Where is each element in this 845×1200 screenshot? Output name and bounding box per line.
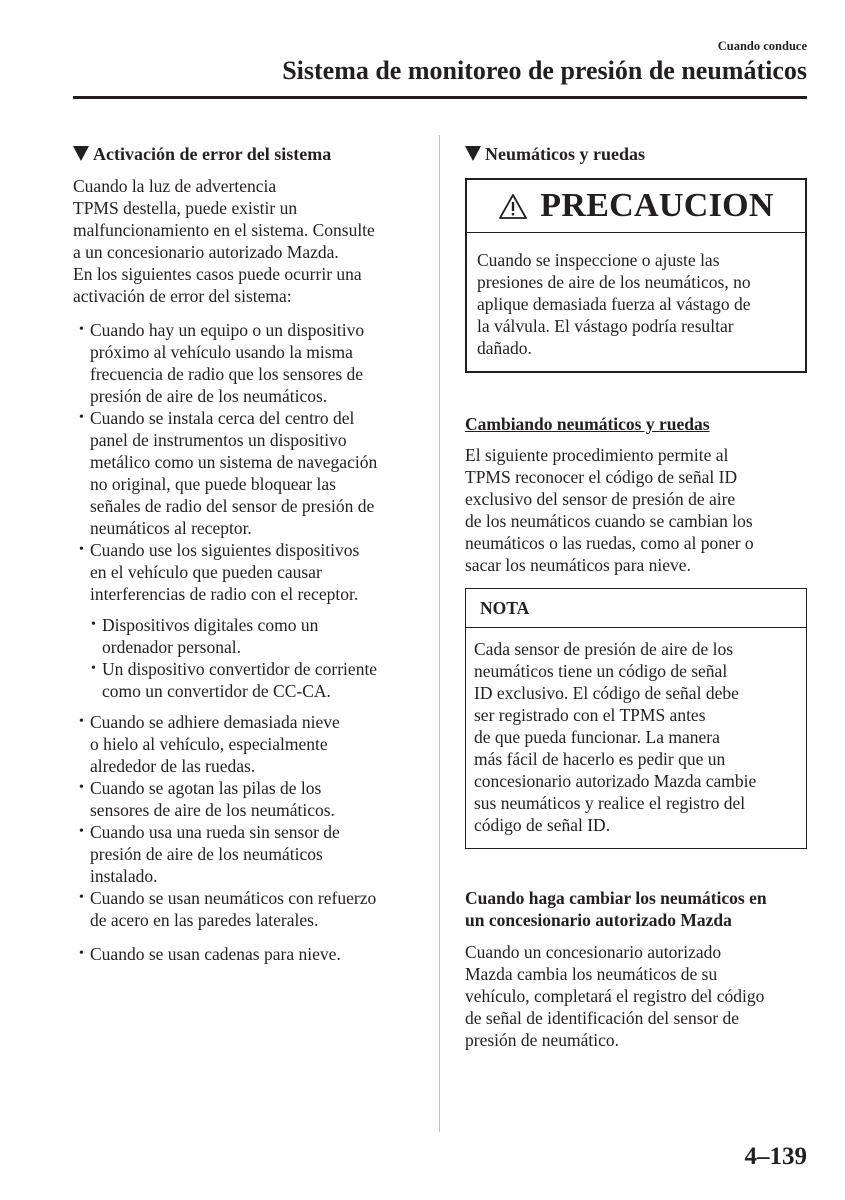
bullet-list-b [73,711,423,931]
list-item: • Cuando hay un equipo o un dispositivo próximo al vehículo usando la misma frecuencia de radio que los sensores de presión de aire de los neumáticos. [73,319,423,407]
note-text: Cada sensor de presión de aire de los neumáticos tiene un código de señal ID exclusivo. El código de señal debe ser registrado con el TPMS antes de que pueda funcionar. La manera más fácil de hacerlo es pedir que un concesionario autorizado Mazda cambie sus neumáticos y realice el registro del código de señal ID. [474,639,757,835]
note-title: NOTA [466,589,806,628]
triangle-down-icon [465,146,481,161]
bullet-list-last [73,943,423,965]
list-item: • Cuando usa una rueda sin sensor de presión de aire de los neumáticos instalado. [73,821,423,887]
list-item: • Cuando se usan cadenas para nieve. [73,943,423,965]
page-title: Sistema de monitoreo de presión de neumáticos [282,56,807,85]
header-rule [73,96,807,99]
dealer-heading: Cuando haga cambiar los neumáticos en un concesionario autorizado Mazda [465,888,767,930]
list-item: • Cuando se adhiere demasiada nieve o hielo al vehículo, especialmente alrededor de las ruedas. [73,711,423,777]
header-section-label: Cuando conduce [717,39,807,53]
page-number: 4–139 [744,1143,807,1170]
left-column [73,142,423,965]
right-column [465,142,807,1051]
list-item: • Cuando se usan neumáticos con refuerzo de acero en las paredes laterales. [73,887,423,931]
dealer-paragraph: Cuando un concesionario autorizado Mazda cambia los neumáticos de su vehículo, completará el registro del código de señal de identificación del sensor de presión de neumático. [465,942,765,1050]
triangle-down-icon [73,146,89,161]
list-item: • Dispositivos digitales como un ordenador personal. [85,614,423,658]
caution-box [465,178,807,373]
intro-paragraph: Cuando la luz de advertencia TPMS destella, puede existir un malfuncionamiento en el sistema. Consulte a un concesionario autorizado Mazda. En los siguientes casos puede ocurrir una activación de error del sistema: [73,176,375,306]
list-item: • Cuando use los siguientes dispositivos en el vehículo que pueden causar interferencias de radio con el receptor. [73,539,423,605]
list-item: • Un dispositivo convertidor de corriente como un convertidor de CC-CA. [85,658,423,702]
warning-triangle-icon [498,193,528,220]
bullet-list-a [73,319,423,605]
section-heading-tires-wheels: Neumáticos y ruedas [465,142,807,166]
column-divider [439,135,440,1132]
sub-bullet-list [85,614,423,702]
list-item: • Cuando se agotan las pilas de los sensores de aire de los neumáticos. [73,777,423,821]
caution-header [467,180,805,233]
list-item: • Cuando se instala cerca del centro del panel de instrumentos un dispositivo metálico como un sistema de navegación no original, que puede bloquear las señales de radio del sensor de presión de neumáticos al receptor. [73,407,423,539]
note-box [465,588,807,849]
section-heading-error-activation: Activación de error del sistema [73,142,423,166]
caution-title: PRECAUCION [540,187,774,224]
subheading-changing-tires: Cambiando neumáticos y ruedas [465,414,710,434]
procedure-paragraph: El siguiente procedimiento permite al TPMS reconocer el código de señal ID exclusivo del sensor de presión de aire de los neumáticos cuando se cambian los neumáticos o las ruedas, como al poner o sacar los neumáticos para nieve. [465,445,754,575]
caution-text: Cuando se inspeccione o ajuste las presiones de aire de los neumáticos, no aplique demasiada fuerza al vástago de la válvula. El vástago podría resultar dañado. [477,250,751,358]
